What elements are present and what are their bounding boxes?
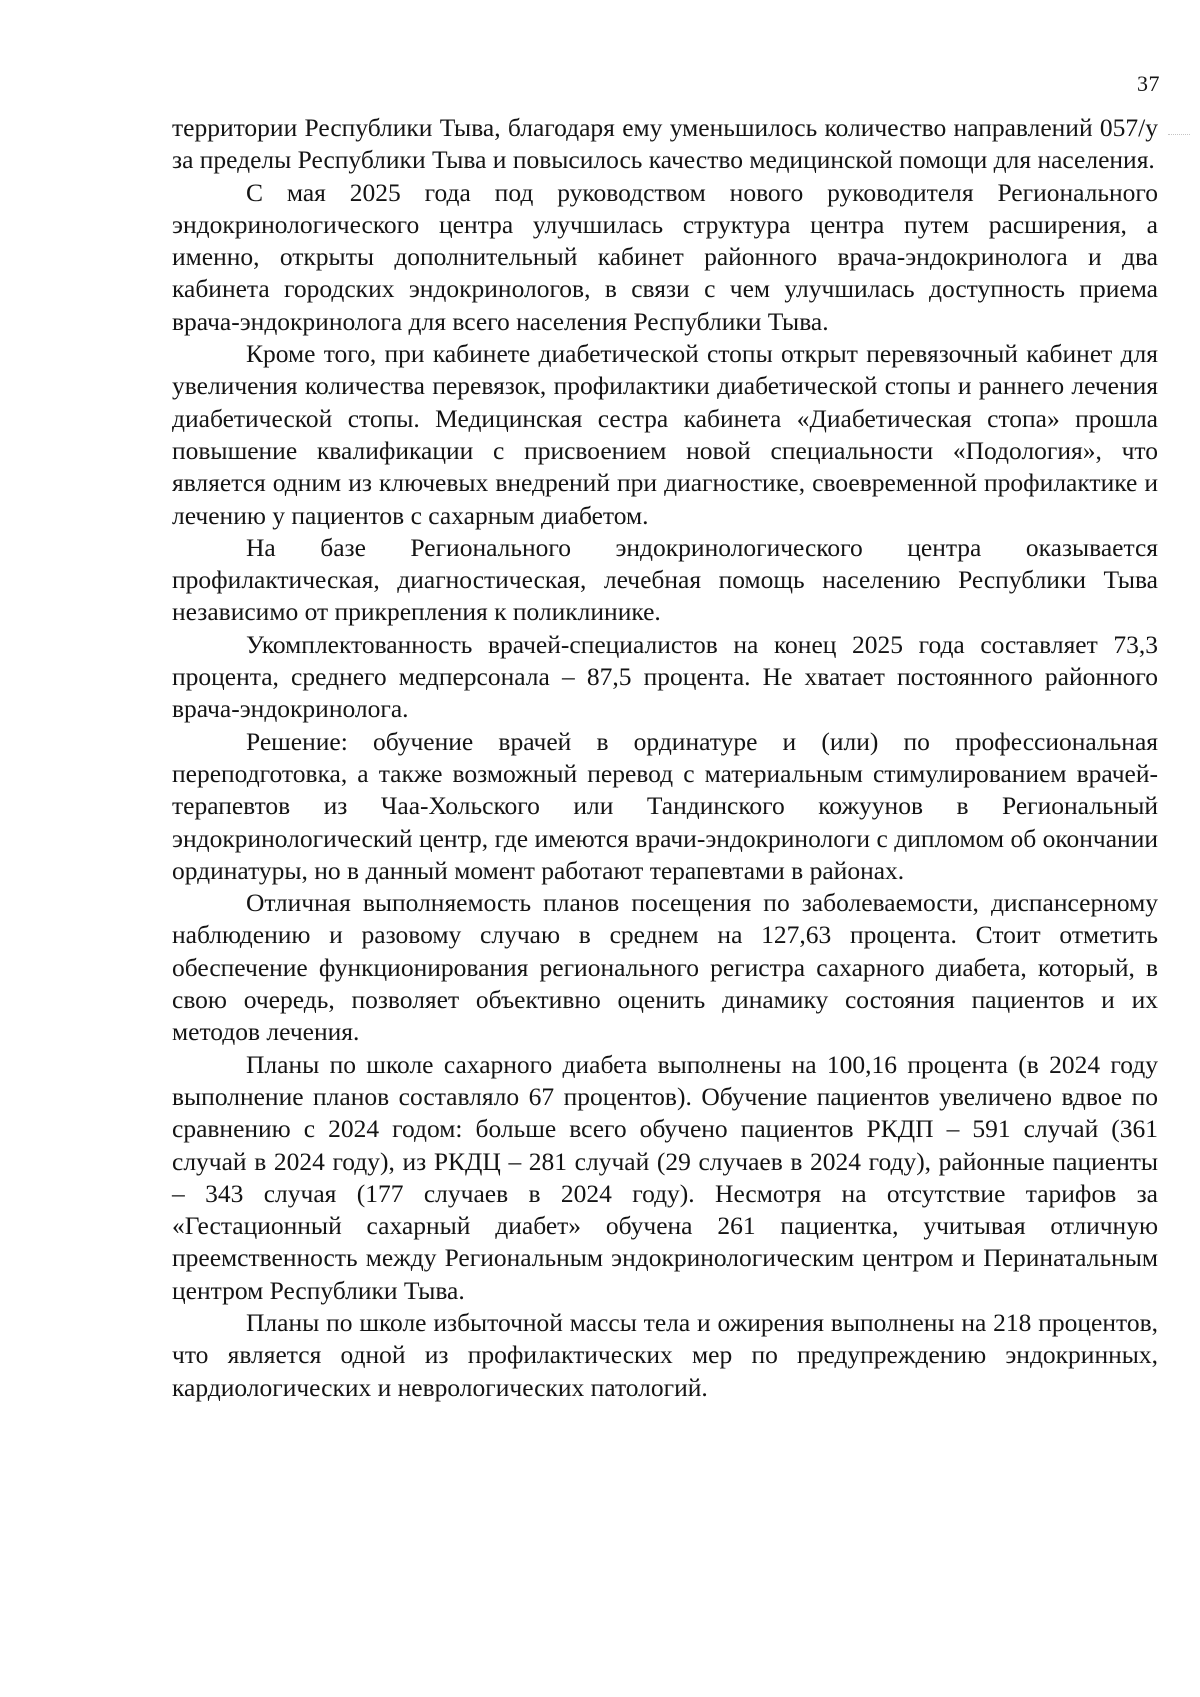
paragraph-continuation: территории Республики Тыва, благодаря ему уменьшилось количество направлений 057/у за пределы Республики Тыва и повысилось качество медицинской помощи для населения. — [172, 113, 1158, 175]
body-text — [172, 112, 1158, 1404]
paragraph-solution: Решение: обучение врачей в ординатуре и (или) по профессиональная переподготовка, а также возможный перевод с материальным стимулированием врачей-терапевтов из Чаа-Хольского или Тандинского кожуунов в Региональный эндокринологический центр, где имеются врачи-эндокринологи с дипломом об окончании ординатуры, но в данный момент работают терапевтами в районах. — [172, 726, 1158, 885]
paragraph-care-base: На базе Регионального эндокринологического центра оказывается профилактическая, диагностическая, лечебная помощь населению Республики Тыва независимо от прикрепления к поликлинике. — [172, 532, 1158, 627]
paragraph-center-structure: С мая 2025 года под руководством нового руководителя Регионального эндокринологического центра улучшилась структура центра путем расширения, а именно, открыты дополнительный кабинет районного врача-эндокринолога и два кабинета городских эндокринологов, в связи с чем улучшилась доступность приема врача-эндокринолога для всего населения Республики Тыва. — [172, 177, 1158, 336]
scan-artifact — [1168, 134, 1190, 137]
paragraph-staffing: Укомплектованность врачей-специалистов на конец 2025 года составляет 73,3 процента, среднего медперсонала – 87,5 процента. Не хватает постоянного районного врача-эндокринолога. — [172, 629, 1158, 724]
page-number: 37 — [1137, 71, 1160, 96]
paragraph-obesity-school: Планы по школе избыточной массы тела и ожирения выполнены на 218 процентов, что является одной из профилактических мер по предупреждению эндокринных, кардиологических и неврологических патологий. — [172, 1307, 1158, 1402]
paragraph-visit-plans: Отличная выполняемость планов посещения по заболеваемости, диспансерному наблюдению и разовому случаю в среднем на 127,63 процента. Стоит отметить обеспечение функционирования регионального регистра сахарного диабета, который, в свою очередь, позволяет объективно оценить динамику состояния пациентов и их методов лечения. — [172, 888, 1158, 1047]
paragraph-diabetes-school: Планы по школе сахарного диабета выполнены на 100,16 процента (в 2024 году выполнение планов составляло 67 процентов). Обучение пациентов увеличено вдвое по сравнению с 2024 годом: больше всего обучено пациентов РКДП – 591 случай (361 случай в 2024 году), из РКДЦ – 281 случай (29 случаев в 2024 году), районные пациенты – 343 случая (177 случаев в 2024 году). Несмотря на отсутствие тарифов за «Гестационный сахарный диабет» обучена 261 пациентка, учитывая отличную преемственность между Региональным эндокринологическим центром и Перинатальным центром Республики Тыва. — [172, 1049, 1158, 1305]
paragraph-diabetic-foot: Кроме того, при кабинете диабетической стопы открыт перевязочный кабинет для увеличения количества перевязок, профилактики диабетической стопы и раннего лечения диабетической стопы. Медицинская сестра кабинета «Диабетическая стопа» прошла повышение квалификации с присвоением новой специальности «Подология», что является одним из ключевых внедрений при диагностике, своевременной профилактике и лечению у пациентов с сахарным диабетом. — [172, 339, 1158, 530]
